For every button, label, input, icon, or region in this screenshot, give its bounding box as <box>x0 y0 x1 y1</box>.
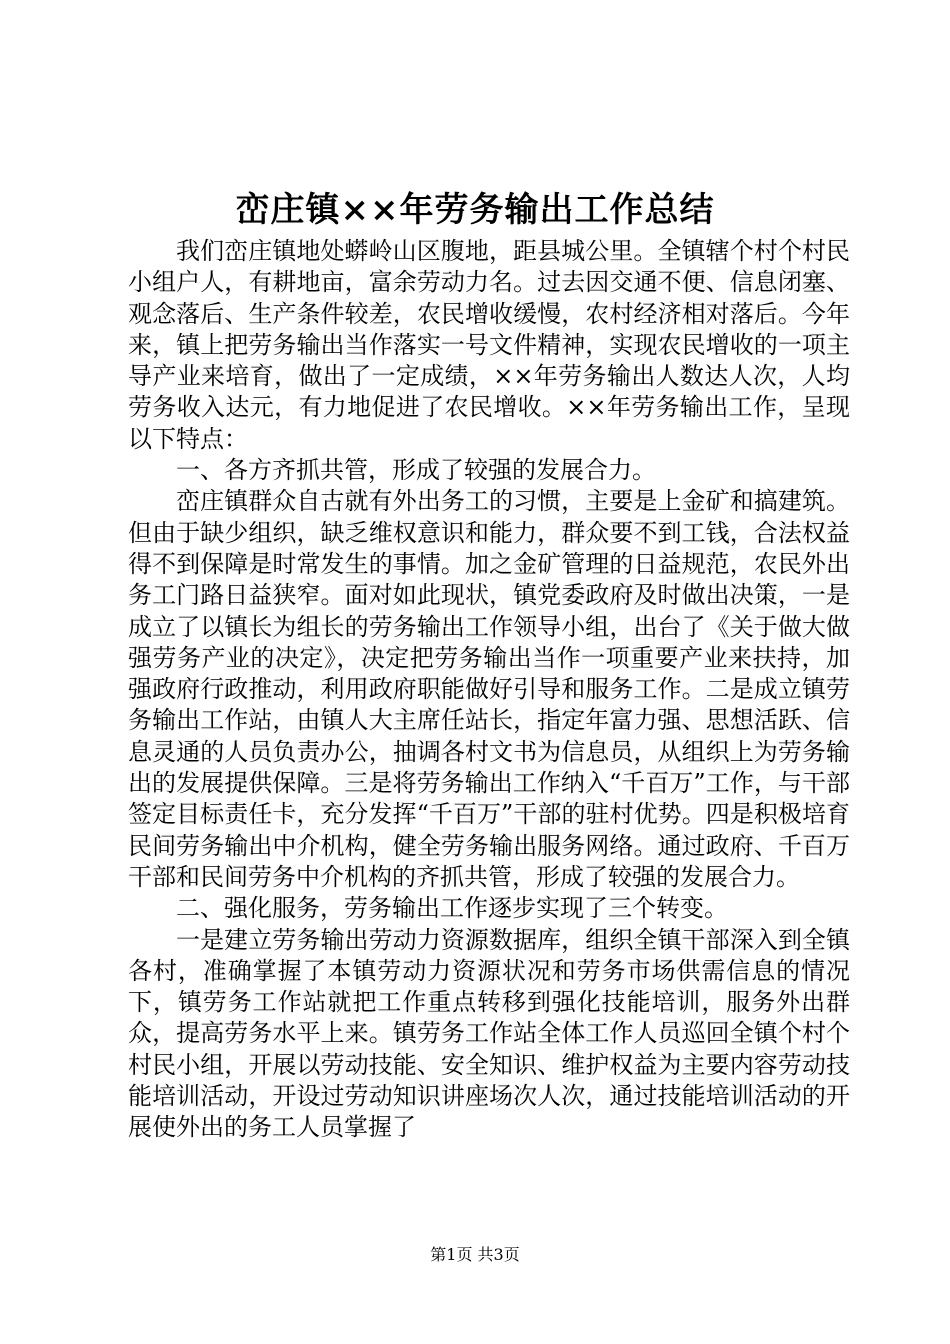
paragraph-section-2: 一是建立劳务输出劳动力资源数据库，组织全镇干部深入到全镇各村，准确掌握了本镇劳动力资源状况和劳务市场供需信息的情况下，镇劳务工作站就把工作重点转移到强化技能培训，服务外出群众，提高劳务水平上来。镇劳务工作站全体工作人员巡回全镇个村个村民小组，开展以劳动技能、安全知识、维护权益为主要内容劳动技能培训活动，开设过劳动知识讲座场次人次，通过技能培训活动的开展使外出的务工人员掌握了 <box>128 925 850 1142</box>
paragraph-section-1: 峦庄镇群众自古就有外出务工的习惯，主要是上金矿和搞建筑。但由于缺少组织，缺乏维权意识和能力，群众要不到工钱，合法权益得不到保障是时常发生的事情。加之金矿管理的日益规范，农民外出务工门路日益狭窄。面对如此现状，镇党委政府及时做出决策，一是成立了以镇长为组长的劳务输出工作领导小组，出台了《关于做大做强劳务产业的决定》，决定把劳务输出当作一项重要产业来扶持，加强政府行政推动，利用政府职能做好引导和服务工作。二是成立镇劳务输出工作站，由镇人大主席任站长，指定年富力强、思想活跃、信息灵通的人员负责办公，抽调各村文书为信息员，从组织上为劳务输出的发展提供保障。三是将劳务输出工作纳入“千百万”工作，与干部签定目标责任卡，充分发挥“千百万”干部的驻村优势。四是积极培育民间劳务输出中介机构，健全劳务输出服务网络。通过政府、千百万干部和民间劳务中介机构的齐抓共管，形成了较强的发展合力。 <box>128 487 850 891</box>
section-heading-2: 二、强化服务，劳务输出工作逐步实现了三个转变。 <box>176 894 728 923</box>
section-heading-1: 一、各方齐抓共管，形成了较强的发展合力。 <box>176 456 656 485</box>
document-body <box>128 236 850 1144</box>
document-title: 峦庄镇××年劳务输出工作总结 <box>235 190 715 230</box>
paragraph-intro: 我们峦庄镇地处蟒岭山区腹地，距县城公里。全镇辖个村个村民小组户人，有耕地亩，富余劳动力名。过去因交通不便、信息闭塞、观念落后、生产条件较差，农民增收缓慢，农村经济相对落后。今年来，镇上把劳务输出当作落实一号文件精神，实现农民增收的一项主导产业来培育，做出了一定成绩，××年劳务输出人数达人次，人均劳务收入达元，有力地促进了农民增收。××年劳务输出工作，呈现以下特点： <box>128 237 850 453</box>
page-footer: 第1页 共3页 <box>430 1245 520 1264</box>
